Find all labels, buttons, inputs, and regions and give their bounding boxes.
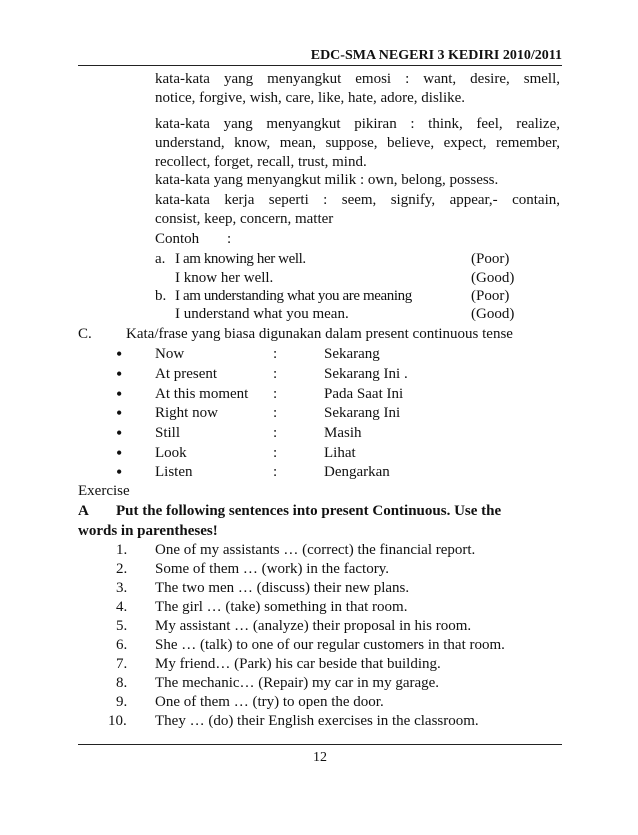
- term-indonesian: Sekarang Ini: [324, 405, 401, 421]
- term-row: [78, 404, 562, 424]
- term-english: Right now: [155, 405, 218, 421]
- exercise-item: [78, 579, 562, 599]
- item-number: 8.: [116, 675, 128, 691]
- term-english: At present: [155, 366, 218, 382]
- item-text: My friend… (Park) his car beside that building.: [155, 656, 441, 672]
- term-indonesian: Sekarang: [324, 346, 380, 362]
- item-text: One of them … (try) to open the door.: [155, 694, 384, 710]
- example-sentence: I know her well.: [175, 270, 274, 286]
- examples-heading: Contoh: [155, 231, 200, 247]
- exercise-item: [78, 712, 562, 732]
- bullet-icon: [116, 365, 122, 386]
- example-rating: (Poor): [471, 288, 510, 304]
- footer-rule: [78, 744, 562, 745]
- example-marker: a.: [155, 251, 166, 267]
- term-row: [78, 345, 562, 365]
- exercise-item: [78, 598, 562, 618]
- bullet-icon: [116, 424, 122, 445]
- paragraph-possession: [155, 171, 560, 190]
- bullet-icon: [116, 404, 122, 425]
- term-indonesian: Pada Saat Ini: [324, 386, 404, 402]
- example-marker: b.: [155, 288, 167, 304]
- term-separator: :: [273, 445, 278, 461]
- example-rating: (Good): [471, 270, 515, 286]
- section-letter: C.: [78, 326, 92, 342]
- examples-colon: :: [227, 231, 232, 247]
- example-sentence: I am understanding what you are meaning: [175, 288, 412, 304]
- exercise-item: [78, 655, 562, 675]
- term-row: [78, 365, 562, 385]
- item-text: She … (talk) to one of our regular customers in that room.: [155, 637, 505, 653]
- item-text: They … (do) their English exercises in the classroom.: [155, 713, 479, 729]
- header-rule: [78, 65, 562, 66]
- term-row: [78, 424, 562, 444]
- term-english: Now: [155, 346, 185, 362]
- paragraph-line: kata-kata kerja seperti : seem, signify, appear,- contain,: [155, 192, 560, 208]
- item-number: 1.: [116, 542, 128, 558]
- item-number: 10.: [108, 713, 127, 729]
- bullet-icon: [116, 463, 122, 484]
- term-indonesian: Dengarkan: [324, 464, 390, 480]
- page-number: 12: [313, 750, 327, 765]
- term-separator: :: [273, 405, 278, 421]
- term-english: Still: [155, 425, 181, 441]
- page-header: EDC-SMA NEGERI 3 KEDIRI 2010/2011: [310, 48, 562, 63]
- example-sentence: I am knowing her well.: [175, 251, 306, 267]
- exercise-instruction: [78, 502, 562, 522]
- paragraph-thought: [155, 115, 560, 172]
- item-number: 5.: [116, 618, 128, 634]
- term-indonesian: Masih: [324, 425, 362, 441]
- example-rating: (Poor): [471, 251, 510, 267]
- example-rating: (Good): [471, 306, 515, 322]
- paragraph-line: kata-kata yang menyangkut milik : own, belong, possess.: [155, 172, 499, 188]
- item-number: 4.: [116, 599, 128, 615]
- paragraph-emotion: [155, 70, 560, 108]
- exercise-item: [78, 636, 562, 656]
- term-separator: :: [273, 464, 278, 480]
- example-row: [155, 269, 560, 289]
- term-indonesian: Lihat: [324, 445, 356, 461]
- term-row: [78, 444, 562, 464]
- paragraph-line: notice, forgive, wish, care, like, hate, adore, dislike.: [155, 90, 466, 106]
- item-text: Some of them … (work) in the factory.: [155, 561, 389, 577]
- paragraph-line: kata-kata yang menyangkut pikiran : think, feel, realize,: [155, 116, 560, 132]
- exercise-item: [78, 693, 562, 713]
- exercise-item: [78, 674, 562, 694]
- item-number: 7.: [116, 656, 128, 672]
- paragraph-line: kata-kata yang menyangkut emosi : want, desire, smell,: [155, 71, 560, 87]
- item-number: 6.: [116, 637, 128, 653]
- section-title: Kata/frase yang biasa digunakan dalam present continuous tense: [126, 326, 513, 342]
- term-separator: :: [273, 366, 278, 382]
- item-number: 3.: [116, 580, 128, 596]
- paragraph-line: consist, keep, concern, matter: [155, 211, 334, 227]
- example-sentence: I understand what you mean.: [175, 306, 349, 322]
- item-text: The girl … (take) something in that room.: [155, 599, 408, 615]
- exercise-item: [78, 560, 562, 580]
- item-number: 9.: [116, 694, 128, 710]
- exercise-part-letter: A: [78, 503, 89, 519]
- instruction-line: Put the following sentences into present Continuous. Use the: [116, 503, 502, 519]
- exercise-heading: Exercise: [78, 483, 130, 499]
- term-row: [78, 385, 562, 405]
- term-indonesian: Sekarang Ini .: [324, 366, 408, 382]
- example-row: [155, 287, 560, 307]
- item-text: The mechanic… (Repair) my car in my garage.: [155, 675, 440, 691]
- paragraph-line: understand, know, mean, suppose, believe, expect, remember,: [155, 135, 560, 151]
- item-number: 2.: [116, 561, 128, 577]
- item-text: My assistant … (analyze) their proposal in his room.: [155, 618, 472, 634]
- instruction-line: words in parentheses!: [78, 523, 218, 539]
- term-english: Listen: [155, 464, 193, 480]
- item-text: The two men … (discuss) their new plans.: [155, 580, 410, 596]
- example-row: [155, 250, 560, 270]
- exercise-item: [78, 541, 562, 561]
- example-row: [155, 305, 560, 325]
- term-row: [78, 463, 562, 483]
- paragraph-verbs: [155, 191, 560, 229]
- item-text: One of my assistants … (correct) the financial report.: [155, 542, 476, 558]
- term-separator: :: [273, 346, 278, 362]
- exercise-item: [78, 617, 562, 637]
- section-c-heading: [78, 325, 562, 345]
- term-separator: :: [273, 425, 278, 441]
- term-english: At this moment: [155, 386, 249, 402]
- term-english: Look: [155, 445, 187, 461]
- bullet-icon: [116, 345, 122, 366]
- paragraph-line: recollect, forget, recall, trust, mind.: [155, 154, 367, 170]
- term-separator: :: [273, 386, 278, 402]
